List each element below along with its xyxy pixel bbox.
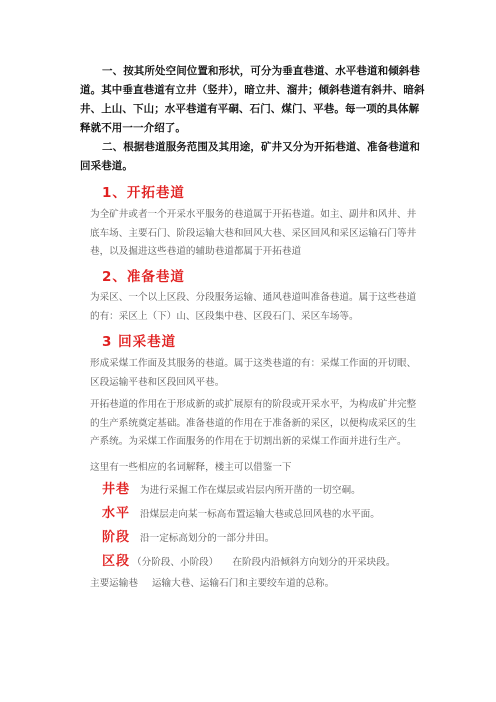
glossary-intro: 这里有一些相应的名词解释，楼主可以借鉴一下 xyxy=(90,462,292,473)
glossary-definition: 沿煤层走向某一标高布置运输大巷或总回风巷的水平面。 xyxy=(140,509,380,520)
section-body-2: 为采区、一个以上区段、分段服务运输、通风巷道叫准备巷道。属于这些巷道的有：采区上（下）山、区段集中巷、区段石门、采区车场等。 xyxy=(90,292,417,322)
glossary-term-note: （分阶段、小阶段） xyxy=(132,557,219,568)
paragraph-roles: 开拓巷道的作用在于形成新的或扩展原有的阶段或开采水平，为构成矿井完整的生产系统奠定基础。准备巷道的作用在于准备新的采区，以便构成采区的生产系统。为采煤工作面服务的作用在于切割出新的采煤工作面并进行生产。 xyxy=(90,399,417,447)
glossary-term: 区段 xyxy=(102,554,131,569)
glossary-definition: 沿一定标高划分的一部分井田。 xyxy=(140,533,275,544)
section-body-1: 为全矿井或者一个开采水平服务的巷道属于开拓巷道。如主、副井和风井、井底车场、主要石门、阶段运输大巷和回风大巷、采区回风和采区运输石门等井巷，以及掘进这些巷道的辅助巷道都属于开拓巷道 xyxy=(90,209,417,257)
intro-paragraph-2: 二、根据巷道服务范围及其用途，矿井又分为开拓巷道、准备巷道和回采巷道。 xyxy=(80,141,420,172)
glossary-item xyxy=(102,502,432,521)
glossary-term: 井巷 xyxy=(102,482,131,497)
glossary-term: 水平 xyxy=(102,506,131,521)
glossary-item xyxy=(102,526,432,545)
glossary-item-last xyxy=(90,575,425,589)
section-heading-2: 2、准备巷道 xyxy=(102,269,185,285)
section-heading-1: 1、开拓巷道 xyxy=(102,185,185,201)
glossary-term: 阶段 xyxy=(102,530,131,545)
glossary-definition: 在阶段内沿倾斜方向划分的开采块段。 xyxy=(232,557,396,568)
glossary-item xyxy=(102,550,432,569)
glossary-item xyxy=(102,478,432,497)
glossary-term-plain: 主要运输巷 xyxy=(90,578,138,589)
section-body-3: 形成采煤工作面及其服务的巷道。属于这类巷道的有：采煤工作面的开切眼、区段运输平巷和区段回风平巷。 xyxy=(90,358,417,388)
glossary-definition: 为进行采掘工作在煤层或岩层内所开凿的一切空硐。 xyxy=(140,485,361,496)
section-heading-3: 3 回采巷道 xyxy=(102,334,177,350)
glossary-definition: 运输大巷、运输石门和主要绞车道的总称。 xyxy=(151,578,335,589)
intro-paragraph-1: 一、按其所处空间位置和形状，可分为垂直巷道、水平巷道和倾斜巷道。其中垂直巷道有立井（竖井），暗立井、溜井；倾斜巷道有斜井、暗斜井、上山、下山；水平巷道有平硐、石门、煤门、平巷。每一项的具体解释就不用一一介绍了。 xyxy=(80,65,425,134)
